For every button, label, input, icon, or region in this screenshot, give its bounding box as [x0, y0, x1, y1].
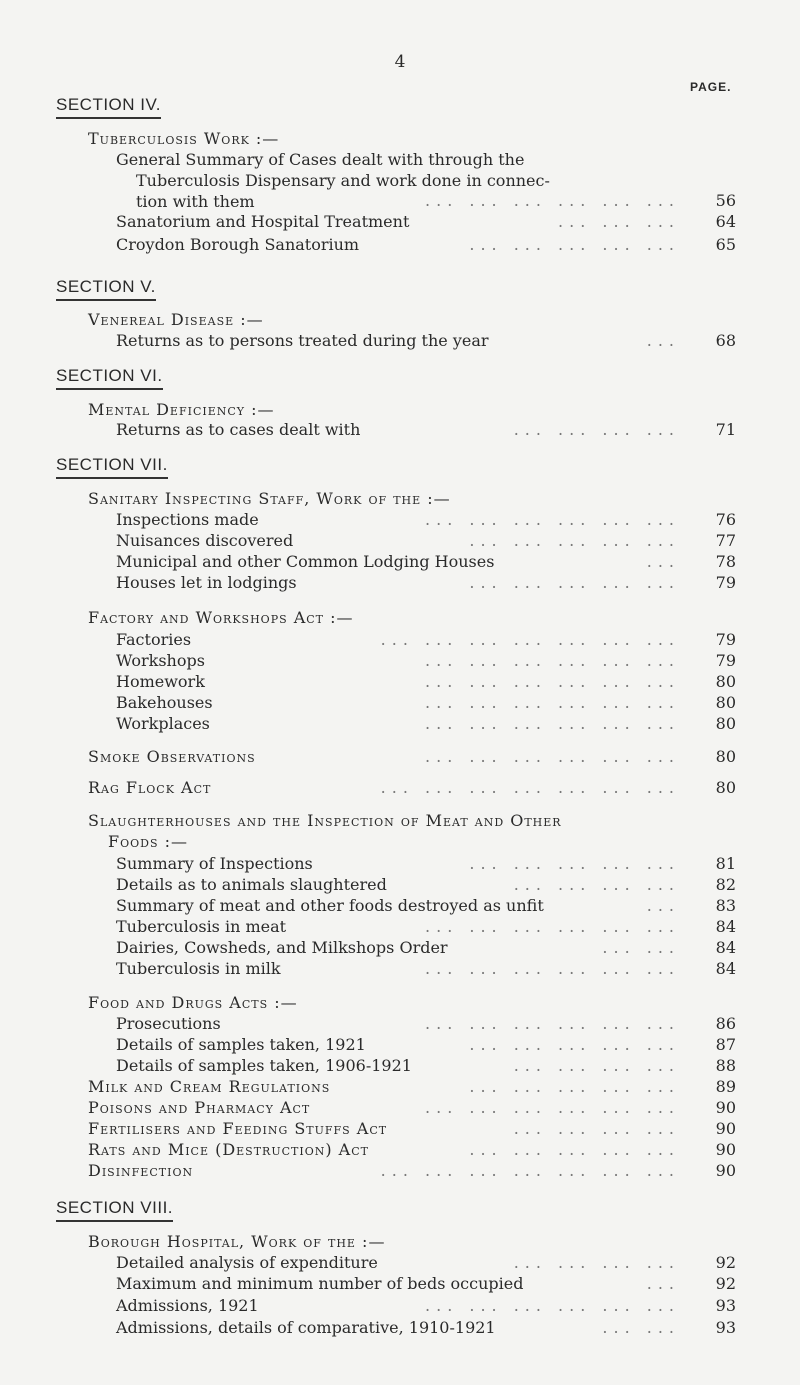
toc-entry[interactable]: [116, 896, 736, 916]
page-ref: 88: [715, 1056, 736, 1075]
leader-dots: ... ... ... ... ... ...: [425, 1014, 680, 1033]
page-ref: 65: [715, 235, 736, 254]
leader-dots: ... ... ... ... ...: [469, 235, 680, 254]
toc-entry[interactable]: [116, 1296, 736, 1316]
page-ref: 84: [715, 917, 736, 936]
page-ref: 64: [715, 212, 736, 231]
page-ref: 81: [715, 854, 736, 873]
leader-dots: ... ... ... ... ... ...: [425, 959, 680, 978]
section-viii-heading: SECTION VIII.: [56, 1198, 173, 1222]
page-ref: 90: [715, 1098, 736, 1117]
leader-dots: ... ... ... ... ... ...: [425, 1296, 680, 1315]
leader-dots: ... ... ... ... ... ...: [425, 693, 680, 712]
entry-text: Details of samples taken, 1921: [116, 1035, 366, 1054]
toc-entry[interactable]: [116, 573, 736, 593]
toc-entry[interactable]: [116, 854, 736, 874]
sanitary-staff-heading: Sanitary Inspecting Staff, Work of the :—: [88, 489, 451, 508]
entry-text: Inspections made: [116, 510, 259, 529]
entry-text: Dairies, Cowsheds, and Milkshops Order: [116, 938, 448, 957]
toc-entry[interactable]: [116, 1274, 736, 1294]
section-iv-heading: SECTION IV.: [56, 95, 161, 119]
toc-entry[interactable]: [116, 651, 736, 671]
entry-text: Returns as to persons treated during the year: [116, 331, 489, 350]
toc-entry[interactable]: [116, 959, 736, 979]
factory-workshops-heading: Factory and Workshops Act :—: [88, 608, 354, 627]
entry-text: Houses let in lodgings: [116, 573, 297, 592]
leader-dots: ... ... ... ... ...: [469, 531, 680, 550]
leader-dots: ... ... ... ... ...: [469, 573, 680, 592]
toc-entry[interactable]: [116, 1035, 736, 1055]
toc-entry-rag-flock[interactable]: [88, 778, 736, 798]
toc-entry[interactable]: [116, 630, 736, 650]
entry-text: Summary of Inspections: [116, 854, 313, 873]
slaughterhouses-heading: Slaughterhouses and the Inspection of Meat and Other: [88, 811, 562, 830]
page-ref: 92: [715, 1274, 736, 1293]
venereal-disease-heading: Venereal Disease :—: [88, 310, 264, 329]
entry-text: Bakehouses: [116, 693, 213, 712]
toc-entry[interactable]: [116, 1318, 736, 1338]
leader-dots: ... ... ... ... ... ...: [425, 191, 680, 210]
entry-text-line: tion with them: [136, 192, 255, 211]
page-ref: 89: [715, 1077, 736, 1096]
toc-entry[interactable]: [116, 235, 736, 255]
entry-text: Tuberculosis in meat: [116, 917, 287, 936]
page-ref: 56: [715, 191, 736, 210]
toc-entry[interactable]: [116, 331, 736, 351]
toc-entry-rats-mice[interactable]: [88, 1140, 736, 1160]
page-ref: 83: [715, 896, 736, 915]
leader-dots: ... ... ... ... ... ...: [425, 917, 680, 936]
leader-dots: ... ... ... ... ... ...: [425, 714, 680, 733]
leader-dots: ... ...: [602, 938, 680, 957]
page-ref: 84: [715, 938, 736, 957]
toc-entry[interactable]: [116, 420, 736, 440]
leader-dots: ...: [646, 896, 680, 915]
page-number: 4: [394, 52, 406, 72]
page-ref: 93: [715, 1296, 736, 1315]
page-ref: 80: [715, 747, 736, 766]
leader-dots: ...: [646, 552, 680, 571]
entry-text: Milk and Cream Regulations: [88, 1077, 331, 1096]
leader-dots: ... ... ... ... ... ...: [425, 651, 680, 670]
toc-entry-fertilisers[interactable]: [88, 1119, 736, 1139]
section-v-heading: SECTION V.: [56, 277, 156, 301]
entry-text: Tuberculosis in milk: [116, 959, 281, 978]
leader-dots: ... ... ... ... ... ...: [425, 747, 680, 766]
page-ref: 68: [715, 331, 736, 350]
leader-dots: ... ... ... ...: [513, 420, 680, 439]
entry-text: Workshops: [116, 651, 205, 670]
page-ref: 76: [715, 510, 736, 529]
entry-text: Maximum and minimum number of beds occupied: [116, 1274, 524, 1293]
leader-dots: ...: [646, 331, 680, 350]
entry-text: Rag Flock Act: [88, 778, 212, 797]
leader-dots: ... ... ... ...: [513, 875, 680, 894]
entry-text: Prosecutions: [116, 1014, 221, 1033]
toc-entry[interactable]: [116, 212, 736, 232]
toc-entry[interactable]: [116, 1056, 736, 1076]
entry-text: Sanatorium and Hospital Treatment: [116, 212, 410, 231]
page-ref: 90: [715, 1161, 736, 1180]
entry-text: Workplaces: [116, 714, 210, 733]
entry-text: Smoke Observations: [88, 747, 256, 766]
toc-entry-disinfection[interactable]: [88, 1161, 736, 1181]
page-ref: 80: [715, 693, 736, 712]
toc-entry-milk-cream[interactable]: [88, 1077, 736, 1097]
entry-text: Factories: [116, 630, 192, 649]
entry-text: Summary of meat and other foods destroyed as unfit: [116, 896, 544, 915]
entry-text: Admissions, details of comparative, 1910-1921: [116, 1318, 496, 1337]
page-ref: 90: [715, 1119, 736, 1138]
leader-dots: ... ... ... ...: [513, 1056, 680, 1075]
slaughterhouses-heading-cont: Foods :—: [108, 832, 188, 851]
toc-entry[interactable]: [116, 938, 736, 958]
page-ref: 77: [715, 531, 736, 550]
toc-entry[interactable]: [116, 875, 736, 895]
section-vii-heading: SECTION VII.: [56, 455, 168, 479]
entry-text-line: General Summary of Cases dealt with through the: [116, 150, 525, 169]
entry-text: Disinfection: [88, 1161, 194, 1180]
leader-dots: ... ... ... ... ... ...: [425, 510, 680, 529]
entry-text: Municipal and other Common Lodging Houses: [116, 552, 495, 571]
page-ref: 84: [715, 959, 736, 978]
entry-text: Croydon Borough Sanatorium: [116, 235, 360, 254]
entry-text: Details as to animals slaughtered: [116, 875, 387, 894]
leader-dots: ...: [646, 1274, 680, 1293]
leader-dots: ... ... ... ...: [513, 1253, 680, 1272]
entry-text: Admissions, 1921: [116, 1296, 259, 1315]
toc-entry[interactable]: [116, 531, 736, 551]
toc-entry[interactable]: [116, 714, 736, 734]
leader-dots: ... ... ... ... ... ... ...: [380, 1161, 680, 1180]
entry-text: Nuisances discovered: [116, 531, 294, 550]
food-drugs-heading: Food and Drugs Acts :—: [88, 993, 298, 1012]
page-ref: 92: [715, 1253, 736, 1272]
leader-dots: ... ...: [602, 1318, 680, 1337]
page-ref: 90: [715, 1140, 736, 1159]
page-ref: 80: [715, 778, 736, 797]
page-ref: 71: [715, 420, 736, 439]
toc-entry[interactable]: [116, 917, 736, 937]
leader-dots: ... ... ... ... ...: [469, 1035, 680, 1054]
leader-dots: ... ... ... ... ... ...: [425, 1098, 680, 1117]
leader-dots: ... ... ... ...: [513, 1119, 680, 1138]
entry-text-line: Tuberculosis Dispensary and work done in connec-: [136, 171, 550, 190]
leader-dots: ... ... ... ... ...: [469, 854, 680, 873]
toc-entry[interactable]: [116, 510, 736, 530]
toc-entry[interactable]: [116, 552, 736, 572]
entry-text: Detailed analysis of expenditure: [116, 1253, 378, 1272]
toc-entry[interactable]: [116, 1253, 736, 1273]
page-ref: 87: [715, 1035, 736, 1054]
page-ref: 79: [715, 630, 736, 649]
entry-text: Returns as to cases dealt with: [116, 420, 361, 439]
page-ref: 79: [715, 573, 736, 592]
borough-hospital-heading: Borough Hospital, Work of the :—: [88, 1232, 386, 1251]
leader-dots: ... ... ... ... ... ... ...: [380, 630, 680, 649]
toc-entry-poisons[interactable]: [88, 1098, 736, 1118]
page-ref: 82: [715, 875, 736, 894]
entry-text: Rats and Mice (Destruction) Act: [88, 1140, 369, 1159]
leader-dots: ... ... ... ... ... ... ...: [380, 778, 680, 797]
page-ref: 93: [715, 1318, 736, 1337]
page-ref: 80: [715, 672, 736, 691]
leader-dots: ... ... ... ... ...: [469, 1140, 680, 1159]
page-column-label: PAGE.: [690, 80, 732, 94]
tuberculosis-work-heading: Tuberculosis Work :—: [88, 129, 280, 148]
page-ref: 78: [715, 552, 736, 571]
entry-text: Poisons and Pharmacy Act: [88, 1098, 311, 1117]
page-ref: 80: [715, 714, 736, 733]
toc-entry[interactable]: [116, 693, 736, 713]
leader-dots: ... ... ... ... ...: [469, 1077, 680, 1096]
leader-dots: ... ... ...: [558, 212, 680, 231]
toc-entry[interactable]: [116, 672, 736, 692]
entry-text: Fertilisers and Feeding Stuffs Act: [88, 1119, 388, 1138]
page-ref: 79: [715, 651, 736, 670]
section-vi-heading: SECTION VI.: [56, 366, 163, 390]
toc-entry-smoke[interactable]: [88, 747, 736, 767]
toc-entry[interactable]: [116, 1014, 736, 1034]
entry-text: Homework: [116, 672, 205, 691]
entry-text: Details of samples taken, 1906-1921: [116, 1056, 412, 1075]
leader-dots: ... ... ... ... ... ...: [425, 672, 680, 691]
page-ref: 86: [715, 1014, 736, 1033]
mental-deficiency-heading: Mental Deficiency :—: [88, 400, 275, 419]
